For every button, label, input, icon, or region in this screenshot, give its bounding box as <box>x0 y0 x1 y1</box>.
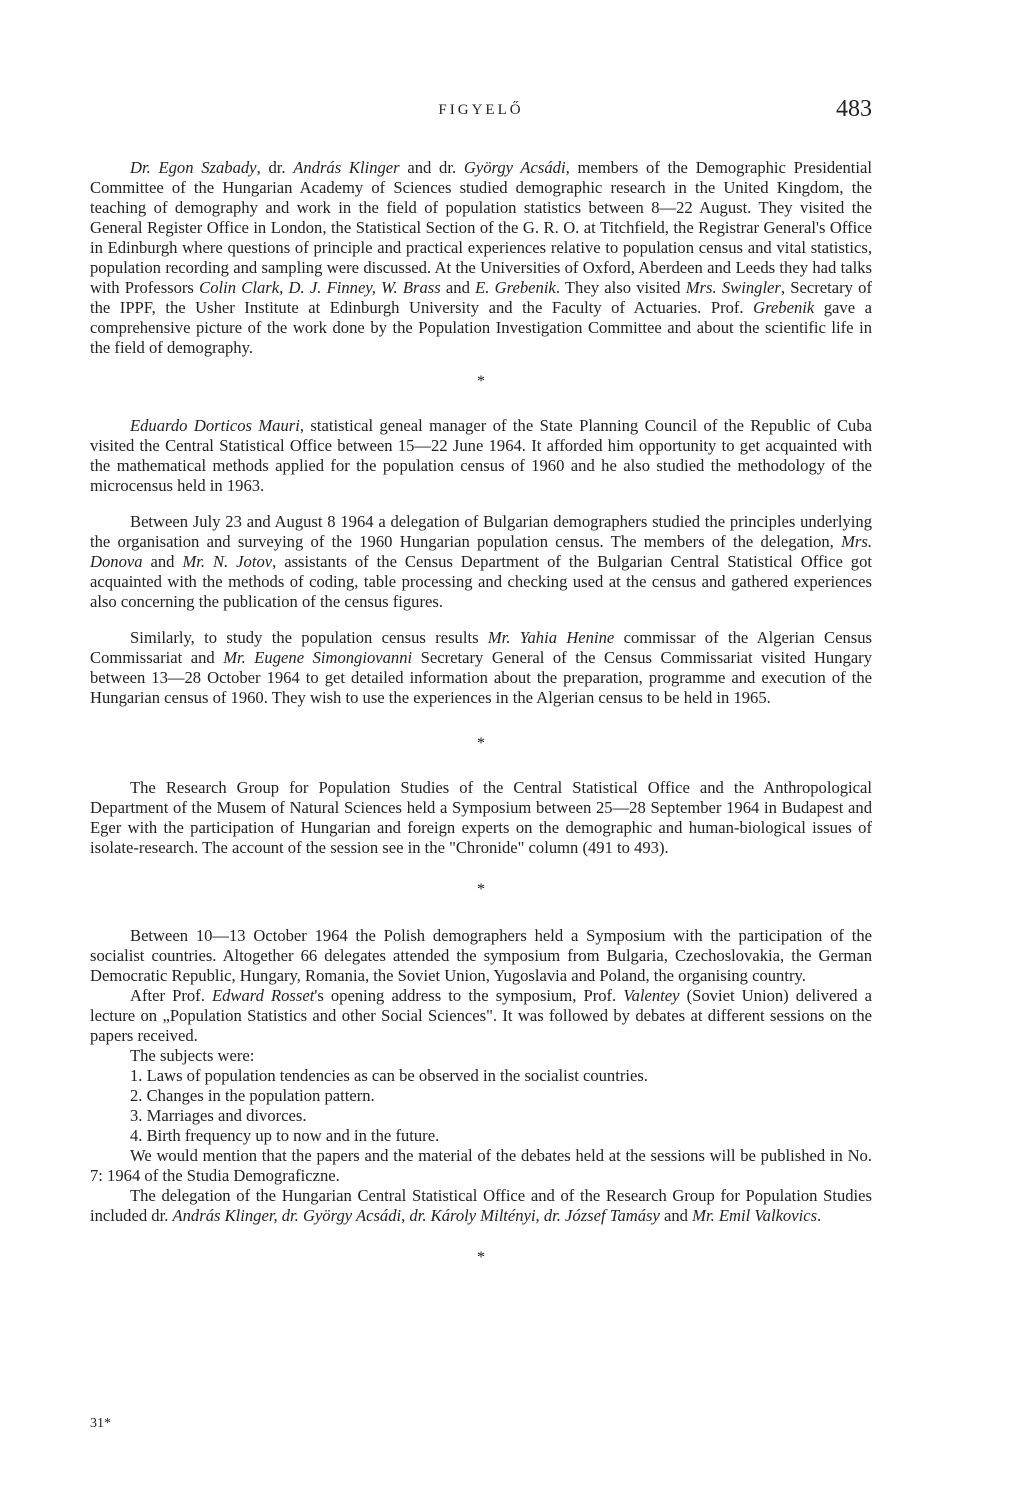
italic-name: Mr. Emil Valkovics <box>692 1206 818 1225</box>
text-run: Similarly, to study the population census results <box>130 628 488 647</box>
section-separator: * <box>477 881 485 898</box>
text-run: and <box>440 278 476 297</box>
italic-name: Dr. Egon Szabady <box>130 158 257 177</box>
italic-name: András Klinger <box>293 158 400 177</box>
text-run: (Soviet Union) delivered a lecture on „Population Statistics and other Social Sciences". It was followed by debates at different sessions on the papers received. <box>90 986 872 1045</box>
italic-name: Mr. Yahia Henine <box>487 628 615 647</box>
text-run: gave a comprehensive picture of the work done by the Population Investigation Committee and about the scientific life in the field of demography. <box>90 298 872 357</box>
section-separator: * <box>477 735 485 752</box>
text-run: The subjects were: <box>130 1046 255 1065</box>
text-run: , dr. <box>256 158 294 177</box>
text-run: After Prof. <box>130 986 212 1005</box>
text-run: , members of the Demographic Presidential Committee of the Hungarian Academy of Sciences studied demographic research in the United Kingdom, the teaching of demography and work in the field of population statistics between 8—22 August. They visited the General Register Office in London, the Statistical Section of the G. R. O. at Titchfield, the Registrar General's Office in Edinburgh where questions of principle and practical experiences relative to population census and vital statistics, population recording and sampling were discussed. At the Universities of Oxford, Aberdeen and Leeds they had talks with Professors <box>90 158 872 297</box>
text-run: . <box>817 1206 822 1225</box>
page-number: 483 <box>836 96 872 122</box>
section-separator: * <box>477 373 485 390</box>
paragraph-lecture <box>90 986 872 1046</box>
italic-name: E. Grebenik <box>475 278 556 297</box>
text-run: , statistical geneal manager of the State Planning Council of the Republic of Cuba visited the Central Statistical Office between 15—22 June 1964. It afforded him opportunity to get acquainted with the mathematical methods applied for the population census of 1960 and he also studied the methodology of the microcensus held in 1963. <box>90 416 872 495</box>
italic-name: Edward Rosset <box>211 986 315 1005</box>
paragraph-publication <box>90 1146 872 1186</box>
text-run: and <box>142 552 183 571</box>
signature-mark: 31* <box>90 1416 111 1431</box>
article-body <box>90 158 872 1268</box>
paragraph-bulgarian-delegation <box>90 512 872 612</box>
list-item: 2. Changes in the population pattern. <box>130 1086 375 1105</box>
italic-name: Mr. N. Jotov <box>182 552 273 571</box>
text-run: The delegation of the Hungarian Central Statistical Office and of the Research Group for Population Studies included dr. <box>90 1186 872 1225</box>
text-run: 's opening address to the symposium, Prof. <box>314 986 624 1005</box>
text-run: . They also visited <box>555 278 686 297</box>
paragraph-cuba-visit <box>90 416 872 496</box>
italic-name: Eduardo Dorticos Mauri <box>130 416 300 435</box>
italic-name: György Acsádi <box>463 158 566 177</box>
section-separator: * <box>477 1249 485 1266</box>
text-run: and <box>659 1206 693 1225</box>
text-run: commissar of the Algerian Census Commissariat and <box>90 628 872 667</box>
paragraph-uk-visit <box>90 158 872 358</box>
paragraph-delegation <box>90 1186 872 1226</box>
text-run: Between July 23 and August 8 1964 a delegation of Bulgarian demographers studied the principles underlying the organisation and surveying of the 1960 Hungarian population census. The members of the delegation, <box>90 512 872 551</box>
list-item: 1. Laws of population tendencies as can be observed in the socialist countries. <box>130 1066 648 1085</box>
paragraph-subjects-intro <box>90 1046 872 1066</box>
text-run: Secretary General of the Census Commissariat visited Hungary between 13—28 October 1964 to get detailed information about the preparation, programme and execution of the Hungarian census of 1960. They wish to use the experiences in the Algerian census to be held in 1965. <box>90 648 873 707</box>
italic-name: Grebenik <box>753 298 815 317</box>
text-run: The Research Group for Population Studies of the Central Statistical Office and the Anthropological Department of the Musem of Natural Sciences held a Symposium between 25—28 September 1964 in Budapest and Eger with the participation of Hungarian and foreign experts on the demographic and human-biological issues of isolate-research. The account of the session see in the "Chronide" column (491 to 493). <box>90 778 872 857</box>
paragraph-polish-symposium <box>90 926 872 986</box>
text-run: , Secretary of the IPPF, the Usher Institute at Edinburgh University and the Faculty of Actuaries. Prof. <box>90 278 872 317</box>
text-run: and dr. <box>399 158 464 177</box>
text-run: , assistants of the Census Department of the Bulgarian Central Statistical Office got acquainted with the methods of coding, table processing and checking used at the census and gathered experiences also concerning the publication of the census figures. <box>90 552 872 611</box>
italic-name: Colin Clark, D. J. Finney, W. Brass <box>199 278 441 297</box>
running-head: FIGYELŐ <box>438 102 524 118</box>
italic-name: Mr. Eugene Simongiovanni <box>223 648 413 667</box>
paragraph-algerian-visit <box>90 628 872 708</box>
italic-name: András Klinger, dr. György Acsádi, dr. Károly Miltényi, dr. József Tamásy <box>172 1206 660 1225</box>
italic-name: Mrs. Donova <box>90 532 872 571</box>
list-item: 4. Birth frequency up to now and in the future. <box>130 1126 440 1145</box>
paragraph-symposium-budapest <box>90 778 872 858</box>
text-run: Between 10—13 October 1964 the Polish demographers held a Symposium with the participation of the socialist countries. Altogether 66 delegates attended the symposium from Bulgaria, Czechoslovakia, the German Democratic Republic, Hungary, Romania, the Soviet Union, Yugoslavia and Poland, the organising country. <box>90 926 872 985</box>
page-header <box>90 98 872 128</box>
subjects-list <box>90 1066 872 1146</box>
italic-name: Valentey <box>623 986 680 1005</box>
text-run: We would mention that the papers and the material of the debates held at the sessions will be published in No. 7: 1964 of the Studia Demograficzne. <box>90 1146 872 1185</box>
italic-name: Mrs. Swingler <box>685 278 781 297</box>
list-item: 3. Marriages and divorces. <box>130 1106 307 1125</box>
